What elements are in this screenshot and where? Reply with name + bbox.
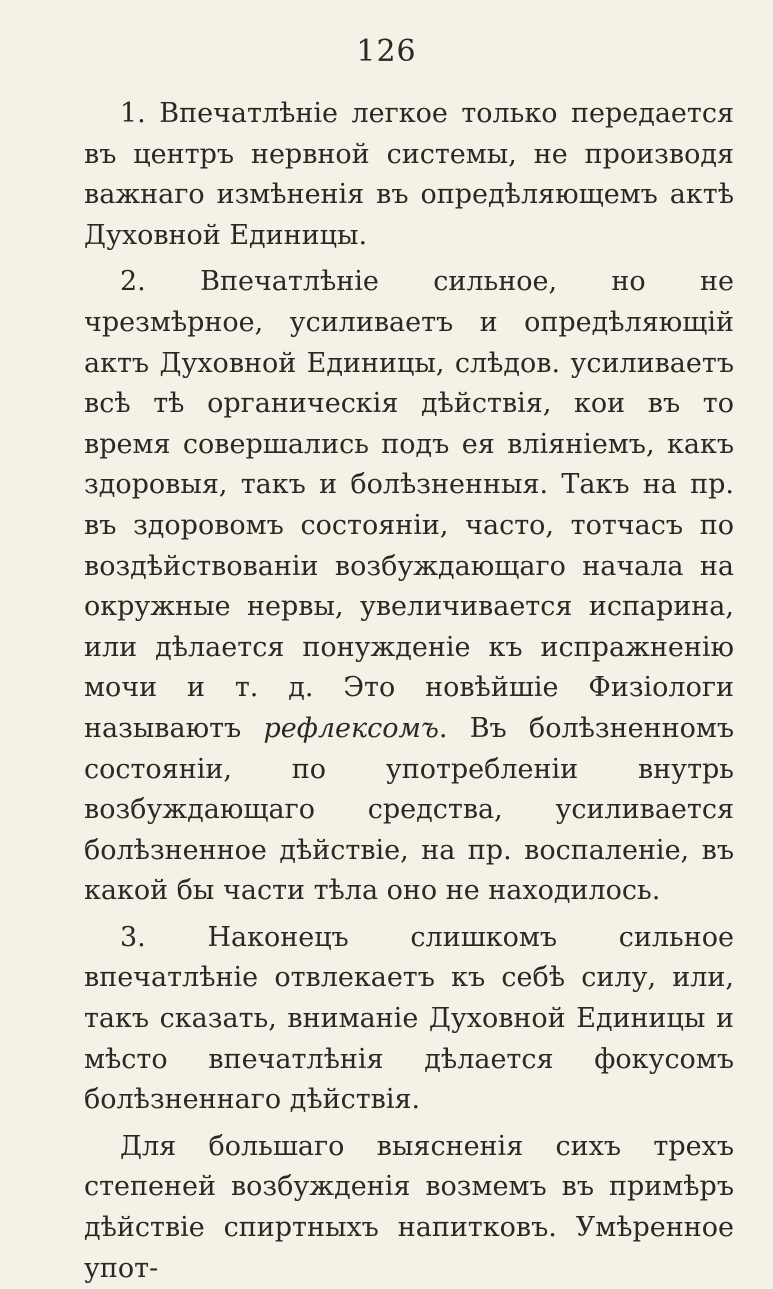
page-number: 126 [356, 34, 417, 69]
paragraph-4: Для большаго выясненія сихъ трехъ степеней возбужденія возмемъ въ примѣръ дѣйствіе спиртныхъ напитковъ. Умѣренное упот- [84, 1130, 734, 1284]
paragraph-2 [84, 262, 734, 912]
paragraph-2-text-before: 2. Впечатлѣніе сильное, но не чрезмѣрное, усиливаетъ и опредѣляющій актъ Духовной Единицы, слѣдов. усиливаетъ всѣ тѣ органическія дѣйствія, кои въ то время совершались подъ ея вліяніемъ, какъ здоровыя, такъ и болѣзненныя. Такъ на пр. въ здоровомъ состояніи, часто, тотчасъ по воздѣйствованіи возбуждающаго начала на окружные нервы, увеличивается испарина, или дѣлается понужденіе къ испражненію мочи и т. д. Это новѣйшіе Физіологи называютъ [84, 266, 734, 744]
body-text [84, 94, 734, 1289]
paragraph-2-emphasis: рефлексомъ [263, 712, 439, 744]
paragraph-1: 1. Впечатлѣніе легкое только передается въ центръ нервной системы, не производя важнаго измѣненія въ опредѣляющемъ актѣ Духовной Единицы. [84, 98, 734, 251]
paragraph-3: 3. Наконецъ слишкомъ сильное впечатлѣніе отвлекаетъ къ себѣ силу, или, такъ сказать, вниманіе Духовной Единицы и мѣсто впечатлѣнія дѣлается фокусомъ болѣзненнаго дѣйствія. [84, 921, 734, 1116]
paragraph-2-text-after: . Въ болѣзненномъ состояніи, по употребленіи внутрь возбуждающаго средства, усиливается болѣзненное дѣйствіе, на пр. воспаленіе, въ какой бы части тѣла оно не находилось. [84, 712, 735, 907]
